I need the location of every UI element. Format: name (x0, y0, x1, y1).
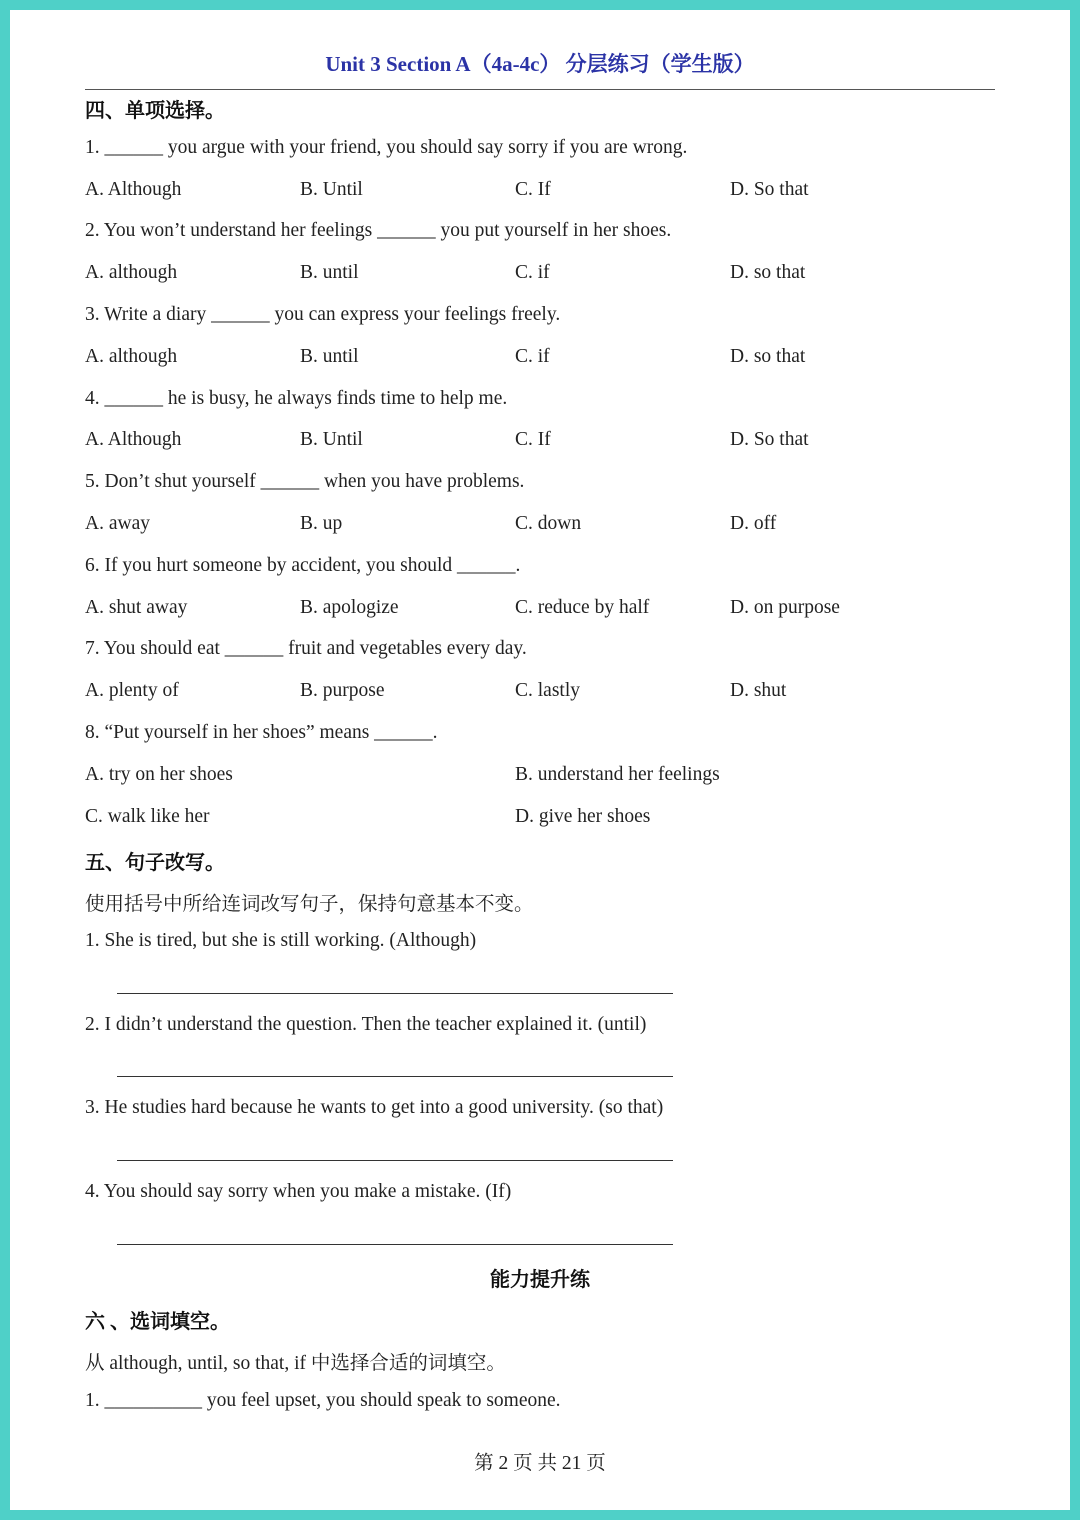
question-1-option-b: B. Until (300, 179, 363, 200)
rewrite-answer-line-4[interactable] (117, 1244, 673, 1245)
question-5-option-d: D. off (730, 513, 777, 534)
question-4-option-b: B. Until (300, 429, 363, 450)
question-1-option-d: D. So that (730, 179, 809, 200)
question-3-option-b: B. until (300, 346, 359, 367)
section-6-heading: 六 、选词填空。 (85, 1311, 230, 1333)
section-6-instruction: 从 although, until, so that, if 中选择合适的词填空。 (85, 1353, 506, 1374)
question-7-option-b: B. purpose (300, 680, 385, 701)
question-3-option-c: C. if (515, 346, 550, 367)
rewrite-item-4: 4. You should say sorry when you make a mistake. (If) (85, 1181, 512, 1202)
question-8-option-c: C. walk like her (85, 806, 210, 827)
fill-item-1: 1. __________ you feel upset, you should speak to someone. (85, 1390, 561, 1411)
question-5-option-a: A. away (85, 513, 150, 534)
question-6-option-b: B. apologize (300, 597, 399, 618)
question-3-option-d: D. so that (730, 346, 806, 367)
question-8-stem: 8. “Put yourself in her shoes” means ______. (85, 722, 438, 743)
rewrite-answer-line-2[interactable] (117, 1076, 673, 1077)
question-2-option-d: D. so that (730, 262, 806, 283)
question-7-option-c: C. lastly (515, 680, 581, 701)
header-divider (85, 89, 995, 90)
question-8-option-b: B. understand her feelings (515, 764, 720, 785)
question-8-option-d: D. give her shoes (515, 806, 651, 827)
question-3-stem: 3. Write a diary ______ you can express your feelings freely. (85, 304, 561, 325)
question-3-option-a: A. although (85, 346, 178, 367)
question-1-stem: 1. ______ you argue with your friend, you should say sorry if you are wrong. (85, 137, 688, 158)
section-5-instruction: 使用括号中所给连词改写句子，保持句意基本不变。 (85, 894, 534, 915)
question-7-option-a: A. plenty of (85, 680, 179, 701)
rewrite-answer-line-3[interactable] (117, 1160, 673, 1161)
question-6-option-d: D. on purpose (730, 597, 840, 618)
question-4-option-a: A. Although (85, 429, 182, 450)
question-5-option-c: C. down (515, 513, 582, 534)
question-2-option-b: B. until (300, 262, 359, 283)
worksheet-page (10, 10, 1070, 1510)
question-4-option-c: C. If (515, 429, 551, 450)
rewrite-item-1: 1. She is tired, but she is still working. (Although) (85, 930, 477, 951)
question-2-stem: 2. You won’t understand her feelings ______ you put yourself in her shoes. (85, 220, 672, 241)
rewrite-answer-line-1[interactable] (117, 993, 673, 994)
question-5-stem: 5. Don’t shut yourself ______ when you have problems. (85, 471, 525, 492)
question-6-option-c: C. reduce by half (515, 597, 650, 618)
section-4-heading: 四、单项选择。 (85, 100, 225, 122)
page-number-footer: 第 2 页 共 21 页 (474, 1453, 606, 1474)
rewrite-item-3: 3. He studies hard because he wants to get into a good university. (so that) (85, 1097, 664, 1118)
question-5-option-b: B. up (300, 513, 343, 534)
question-4-option-d: D. So that (730, 429, 809, 450)
question-2-option-c: C. if (515, 262, 550, 283)
question-7-stem: 7. You should eat ______ fruit and vegetables every day. (85, 638, 527, 659)
question-8-option-a: A. try on her shoes (85, 764, 233, 785)
question-1-option-c: C. If (515, 179, 551, 200)
page-header-title: Unit 3 Section A（4a-4c） 分层练习（学生版） (325, 52, 755, 76)
question-6-stem: 6. If you hurt someone by accident, you should ______. (85, 555, 521, 576)
ability-section-title: 能力提升练 (490, 1269, 590, 1291)
question-6-option-a: A. shut away (85, 597, 188, 618)
section-5-heading: 五、句子改写。 (85, 852, 225, 874)
question-7-option-d: D. shut (730, 680, 787, 701)
question-4-stem: 4. ______ he is busy, he always finds time to help me. (85, 388, 508, 409)
question-2-option-a: A. although (85, 262, 178, 283)
rewrite-item-2: 2. I didn’t understand the question. Then the teacher explained it. (until) (85, 1014, 647, 1035)
question-1-option-a: A. Although (85, 179, 182, 200)
